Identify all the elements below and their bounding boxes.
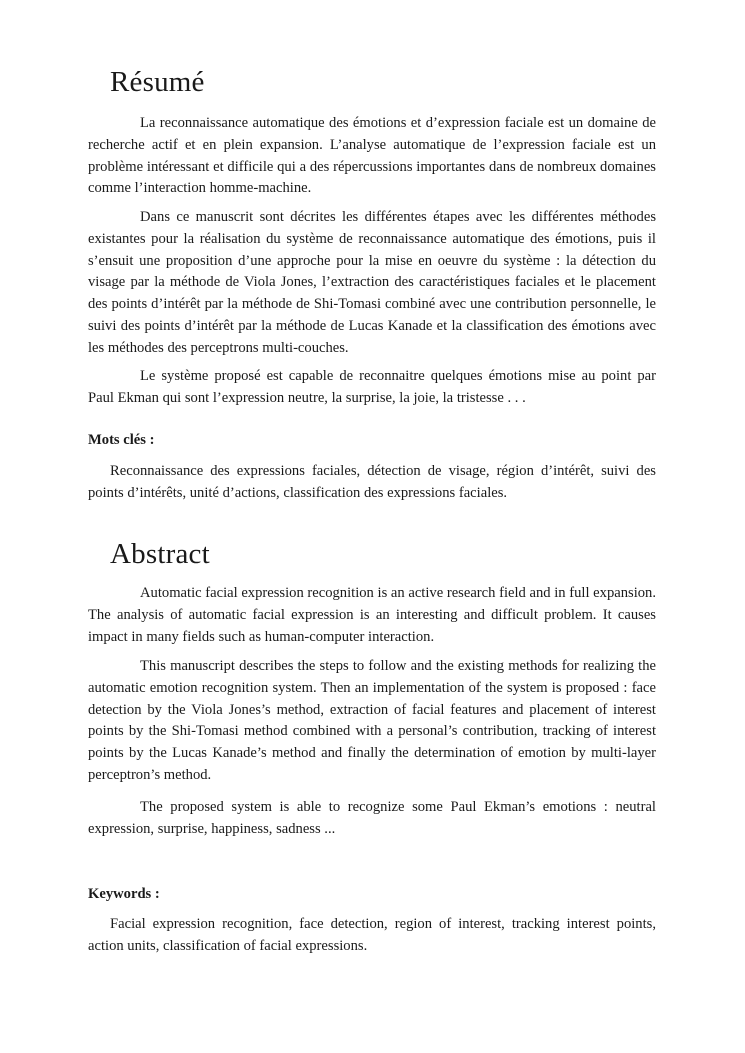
abstract-paragraph-3: The proposed system is able to recognize some Paul Ekman’s emotions : neutral expression, surprise, happiness, sadness ... xyxy=(88,799,656,837)
mots-cles-text: Reconnaissance des expressions faciales, détection de visage, région d’intérêt, suivi des points d’intérêts, unité d’actions, classification des expressions faciales. xyxy=(88,463,656,501)
abstract-heading: Abstract xyxy=(110,538,210,570)
keywords-text: Facial expression recognition, face detection, region of interest, tracking interest points, action units, classification of facial expressions. xyxy=(88,916,656,954)
resume-heading: Résumé xyxy=(110,66,205,98)
abstract-paragraph-2: This manuscript describes the steps to follow and the existing methods for realizing the automatic emotion recognition system. Then an implementation of the system is proposed : face detection by the Viola Jones’s method, extraction of facial features and placement of interest points by the Shi-Tomasi method combined with a personal’s contribution, tracking of interest points by the Lucas Kanade’s method and finally the determination of emotion by multi-layer perceptron’s method. xyxy=(88,658,656,783)
resume-paragraph-1: La reconnaissance automatique des émotions et d’expression faciale est un domaine de recherche actif et en plein expansion. L’analyse automatique de l’expression faciale est un problème intéressant et difficile qui a des répercussions importantes dans de nombreux domaines comme l’interaction homme-machine. xyxy=(88,115,656,197)
resume-paragraph-3: Le système proposé est capable de reconnaitre quelques émotions mise au point par Paul Ekman qui sont l’expression neutre, la surprise, la joie, la tristesse . . . xyxy=(88,368,656,406)
resume-paragraph-2: Dans ce manuscrit sont décrites les différentes étapes avec les différentes méthodes existantes pour la réalisation du système de reconnaissance automatique des émotions, puis il s’ensuit une proposition d’une approche pour la mise en oeuvre du système : la détection du visage par la méthode de Viola Jones, l’extraction des caractéristiques faciales et le placement des points d’intérêt par la méthode de Shi-Tomasi combiné avec une contribution personnelle, le suivi des points d’intérêt par la méthode de Lucas Kanade et la classification des émotions avec les méthodes des perceptrons multi-couches. xyxy=(88,209,656,356)
abstract-paragraph-1: Automatic facial expression recognition is an active research field and in full expansion. The analysis of automatic facial expression is an interesting and difficult problem. It causes impact in many fields such as human-computer interaction. xyxy=(88,585,656,645)
mots-cles-label: Mots clés : xyxy=(88,432,155,448)
keywords-label: Keywords : xyxy=(88,886,160,902)
